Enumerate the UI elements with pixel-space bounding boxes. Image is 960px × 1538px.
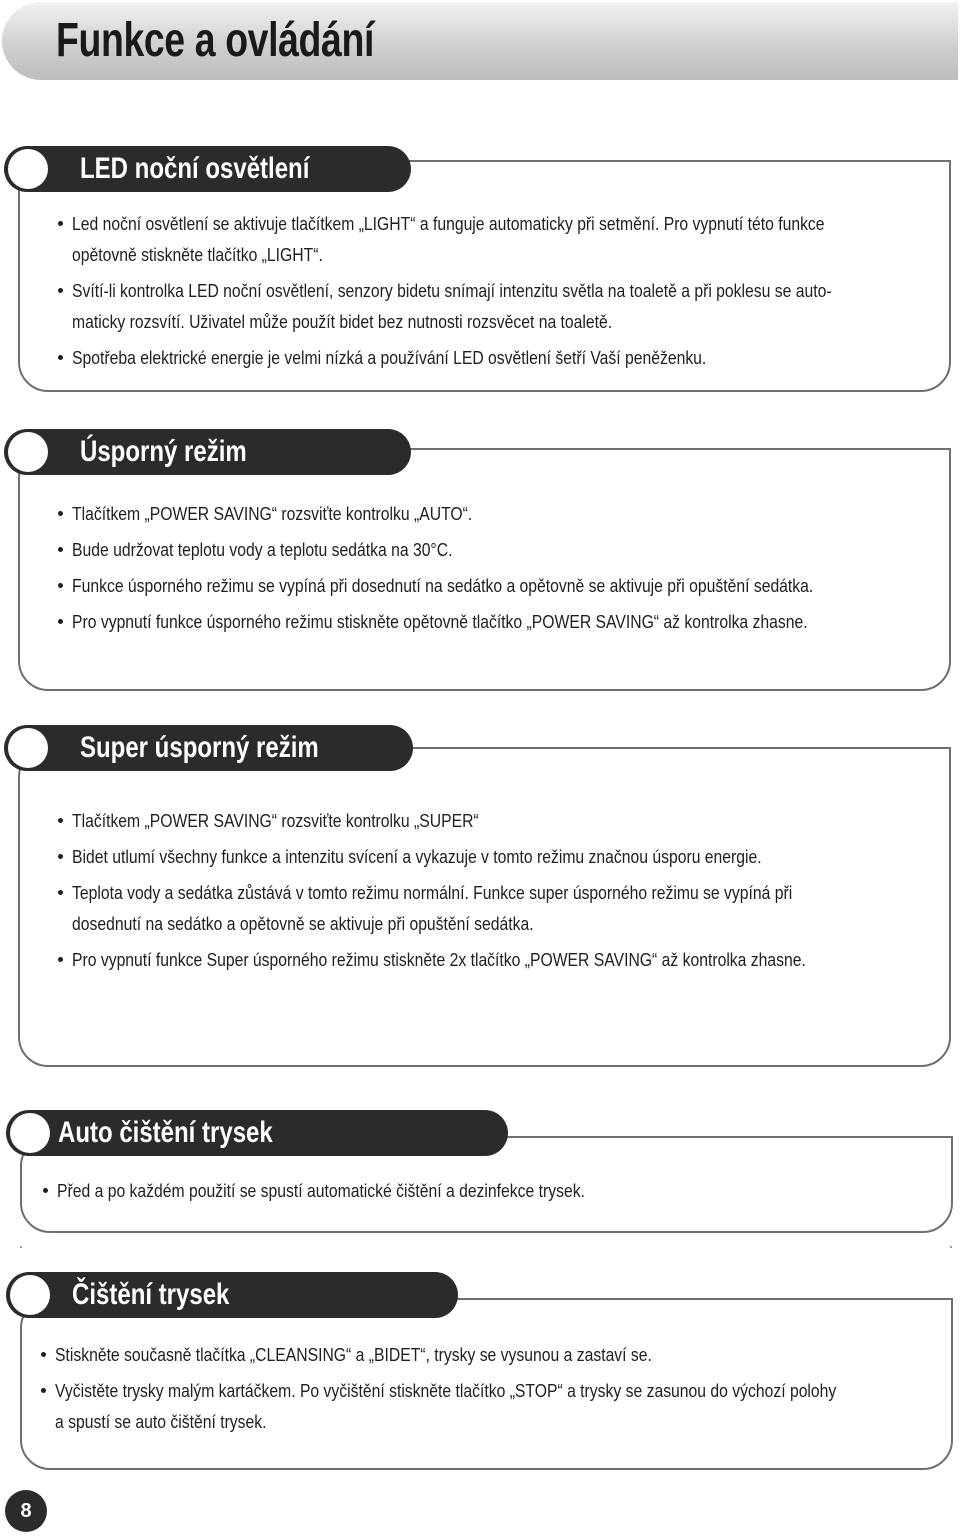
section-super-list [58, 805, 935, 975]
section-saving-heading [4, 429, 411, 475]
list-item [43, 1175, 678, 1206]
section-heading-label: Super úsporný režim [80, 731, 319, 764]
section-heading-label: Auto čištění trysek [58, 1116, 273, 1149]
section-autoclean-heading [6, 1110, 508, 1156]
section-heading-label: Úsporný režim [80, 435, 247, 468]
list-item [58, 944, 935, 975]
scan-speck [20, 1246, 22, 1248]
list-item-text: Spotřeba elektrické energie je velmi nízká a používání LED osvětlení šetří Vaší peněženku. [72, 347, 707, 368]
section-led-list [58, 208, 960, 373]
list-item-text: Svítí-li kontrolka LED noční osvětlení, senzory bidetu snímají intenzitu světla na toaletě a při poklesu se auto- [72, 280, 832, 301]
section-super-heading [4, 725, 413, 771]
page-title-bar [2, 2, 958, 80]
list-item-text: Bidet utlumí všechny funkce a intenzitu svícení a vykazuje v tomto režimu značnou úsporu energie. [72, 846, 762, 867]
scan-speck [950, 1246, 952, 1248]
list-item-text: Stiskněte současně tlačítka „CLEANSING“ a „BIDET“, trysky se vysunou a zastaví se. [55, 1344, 652, 1365]
list-item-text: Bude udržovat teplotu vody a teplotu sedátka na 30°C. [72, 539, 453, 560]
list-item-text: Pro vypnutí funkce úsporného režimu stiskněte opětovně tlačítko „POWER SAVING“ až kontrolka zhasne. [72, 611, 808, 632]
list-item [58, 498, 944, 529]
heading-bullet-dot [10, 1113, 50, 1153]
list-item-text: Tlačítkem „POWER SAVING“ rozsviťte kontrolku „SUPER“ [72, 810, 479, 831]
page-number: 8 [5, 1490, 47, 1532]
list-item [58, 877, 935, 939]
list-item-text: dosednutí na sedátko a opětovně se aktivuje při opuštění sedátka. [72, 913, 534, 934]
section-saving-list [58, 498, 944, 637]
heading-bullet-dot [8, 149, 48, 189]
list-item [58, 570, 944, 601]
section-clean-heading [6, 1272, 458, 1318]
page-title: Funkce a ovládání [56, 14, 374, 67]
section-heading-label: LED noční osvětlení [80, 152, 310, 185]
list-item-text: Tlačítkem „POWER SAVING“ rozsviťte kontrolku „AUTO“. [72, 503, 473, 524]
list-item-text: Teplota vody a sedátka zůstává v tomto režimu normální. Funkce super úsporného režimu se vypíná při [72, 882, 793, 903]
list-item [58, 534, 944, 565]
section-led-heading [4, 146, 411, 192]
list-item-text: Vyčistěte trysky malým kartáčkem. Po vyčištění stiskněte tlačítko „STOP“ a trysky se zasunou do výchozí polohy [55, 1380, 837, 1401]
list-item [58, 606, 944, 637]
list-item-text: maticky rozsvítí. Uživatel může použít bidet bez nutnosti rozsvěcet na toaletě. [72, 311, 613, 332]
heading-bullet-dot [8, 728, 48, 768]
section-heading-label: Čištění trysek [72, 1278, 230, 1311]
list-item [58, 342, 960, 373]
heading-bullet-dot [10, 1275, 50, 1315]
list-item-text: Led noční osvětlení se aktivuje tlačítkem „LIGHT“ a funguje automaticky při setmění. Pro vypnutí této funkce [72, 213, 825, 234]
list-item-text: Před a po každém použití se spustí automatické čištění a dezinfekce trysek. [57, 1180, 585, 1201]
list-item [58, 805, 935, 836]
list-item [58, 208, 960, 270]
list-item [41, 1339, 960, 1370]
list-item-text: a spustí se auto čištění trysek. [55, 1411, 267, 1432]
list-item [58, 841, 935, 872]
list-item [41, 1375, 960, 1437]
section-clean-list [41, 1339, 960, 1437]
list-item-text: opětovně stiskněte tlačítko „LIGHT“. [72, 244, 323, 265]
list-item-text: Pro vypnutí funkce Super úsporného režimu stiskněte 2x tlačítko „POWER SAVING“ až kontrolka zhasne. [72, 949, 806, 970]
list-item [58, 275, 960, 337]
section-autoclean-list [43, 1175, 678, 1206]
heading-bullet-dot [8, 432, 48, 472]
list-item-text: Funkce úsporného režimu se vypíná při dosednutí na sedátko a opětovně se aktivuje při opuštění sedátka. [72, 575, 814, 596]
